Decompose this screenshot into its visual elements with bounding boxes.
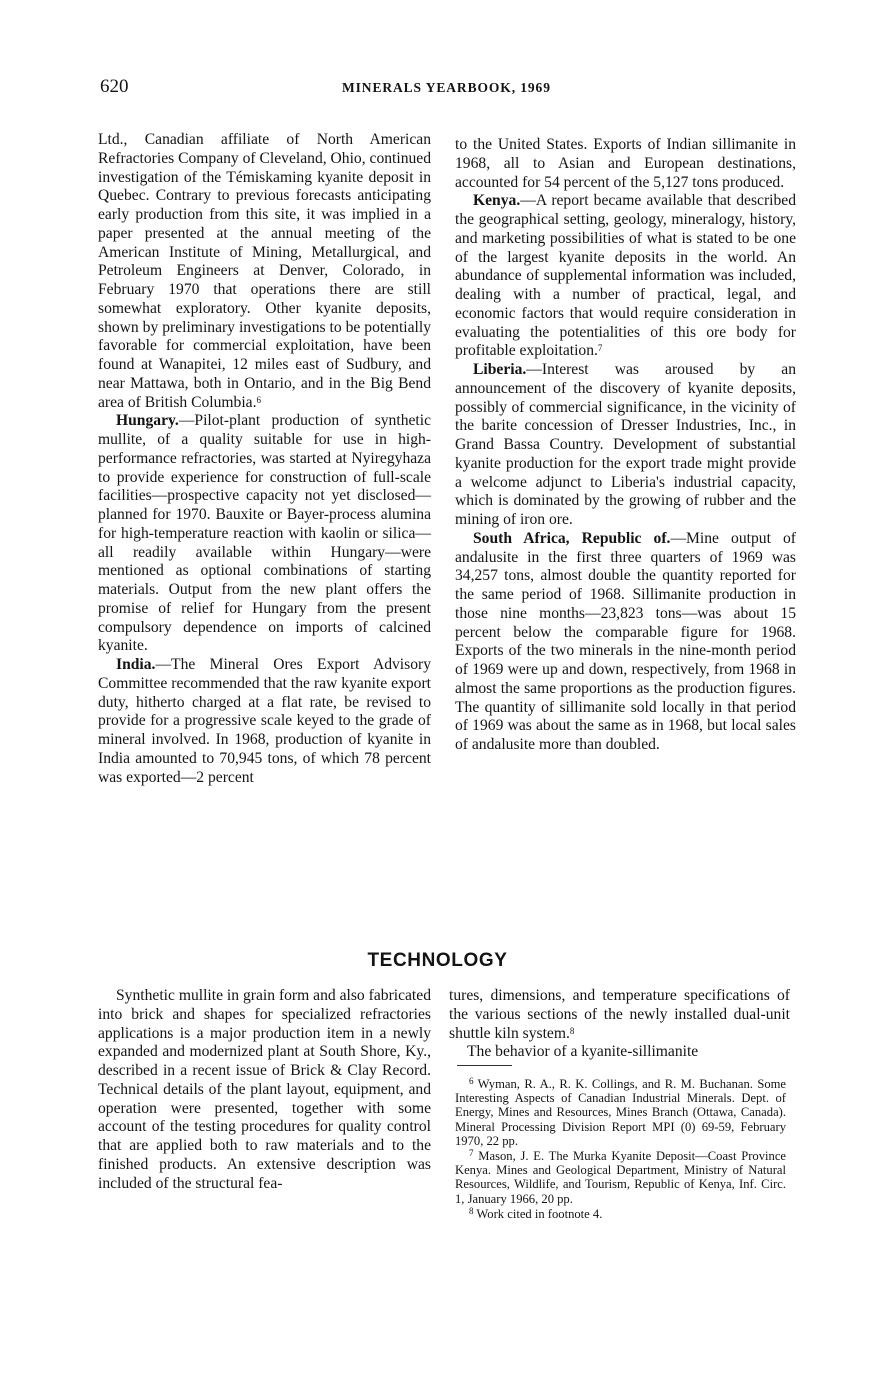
section-heading-technology: TECHNOLOGY	[367, 950, 508, 971]
paragraph-south-africa	[455, 530, 796, 755]
footnotes	[455, 1077, 786, 1222]
paragraph-india	[98, 656, 431, 787]
footnote-text: Work cited in footnote 4.	[476, 1206, 603, 1221]
footnote-ref: 7	[597, 343, 603, 354]
bottom-right-column	[449, 987, 790, 1062]
footnote-text: Mason, J. E. The Murka Kyanite Deposit—Coast Province Kenya. Mines and Geological Department, Ministry of Natural Resources, Wildlife, and Tourism, Republic of Kenya, Inf. Circ. 1, January 1966, 20 pp.	[455, 1149, 786, 1206]
top-left-column	[98, 131, 431, 787]
page-number: 620	[100, 76, 129, 97]
run-in-heading: Kenya.	[473, 192, 521, 210]
footnote	[455, 1077, 786, 1148]
paragraph-india-continued: to the United States. Exports of Indian sillimanite in 1968, all to Asian and European destinations, accounted for 54 percent of the 5,127 tons produced.	[455, 136, 796, 191]
paragraph-hungary	[98, 412, 431, 656]
paragraph-text: —The Mineral Ores Export Advisory Committee recommended that the raw kyanite export duty, hitherto charged at a flat rate, be revised to provide for a progressive scale keyed to the grade of mineral involved. In 1968, production of kyanite in India amounted to 70,945 tons, of which 78 percent was exported—2 percent	[98, 656, 431, 786]
paragraph-liberia	[455, 361, 796, 530]
run-in-heading: India.	[116, 656, 156, 673]
footnote-text: Wyman, R. A., R. K. Collings, and R. M. Buchanan. Some Interesting Aspects of Canadian Industrial Minerals. Dept. of Energy, Mines and Resources, Mines Branch (Ottawa, Canada). Mineral Processing Division Report MPI (0) 69-59, February 1970, 22 pp.	[455, 1077, 786, 1148]
footnote-ref: 6	[256, 394, 262, 405]
top-right-column	[455, 136, 796, 755]
footnote-ref: 8	[569, 1025, 575, 1036]
footnote-divider	[457, 1065, 512, 1066]
paragraph-text: —Pilot-plant production of synthetic mullite, of a quality suitable for use in high-performance refractories, was started at Nyiregyhaza to provide experience for construction of full-scale facilities—prospective capacity not yet disclosed—planned for 1970. Bauxite or Bayer-process alumina for high-temperature reaction with kaolin or silica—all readily available within Hungary—were mentioned as optional combinations of starting materials. Output from the new plant offers the promise of relief for Hungary from the present compulsory dependence on imports of calcined kyanite.	[98, 412, 431, 655]
run-in-heading: Hungary.	[116, 412, 179, 430]
footnote	[455, 1149, 786, 1206]
footnote-mark: 8	[469, 1205, 474, 1216]
paragraph-kyanite-sillimanite: The behavior of a kyanite-sillimanite	[467, 1043, 699, 1061]
bottom-left-column	[98, 987, 431, 1193]
run-in-heading: Liberia.	[473, 361, 527, 378]
paragraph-kenya	[455, 192, 796, 361]
paragraph-text: tures, dimensions, and temperature specifications of the various sections of the newly installed dual-unit shuttle kiln system.	[449, 987, 790, 1042]
paragraph-text: —Mine output of andalusite in the first three quarters of 1969 was 34,257 tons, almost double the quantity reported for the same period of 1968. Sillimanite production in those nine months—23,823 tons—was about 15 percent below the comparable figure for 1968. Exports of the two minerals in the nine-month period of 1969 were up and down, respectively, from 1968 in almost the same proportions as the production figures. The quantity of sillimanite sold locally in that period of 1969 was about the same as in 1968, but local sales of andalusite more than doubled.	[455, 529, 797, 753]
paragraph-kiln-continued	[449, 987, 790, 1043]
paragraph-text: —A report became available that described the geographical setting, geology, mineralogy, history, and marketing possibilities of what is stated to be one of the largest kyanite deposits in the world. An abundance of supplemental information was included, dealing with a number of practical, legal, and economic factors that would require consideration in evaluating the potentialities of this ore body for profitable exploitation.	[455, 192, 796, 360]
paragraph-text: Ltd., Canadian affiliate of North American Refractories Company of Cleveland, Ohio, continued investigation of the Témiskaming kyanite deposit in Quebec. Contrary to previous forecasts anticipating early production from this site, it was implied in a paper presented at the annual meeting of the American Institute of Mining, Metallurgical, and Petroleum Engineers at Denver, Colorado, in February 1970 that operations there are still somewhat exploratory. Other kyanite deposits, shown by preliminary investigations to be potentially favorable for commercial exploitation, have been found at Wanapitei, 12 miles east of Sudbury, and near Mattawa, both in Ontario, and in the Big Bend area of British Columbia.	[98, 131, 432, 411]
running-head: MINERALS YEARBOOK, 1969	[342, 80, 551, 95]
footnote-mark: 7	[469, 1148, 474, 1159]
run-in-heading: South Africa, Republic of.	[473, 529, 671, 547]
footnote	[455, 1207, 786, 1221]
paragraph-text: —Interest was aroused by an announcement of the discovery of kyanite deposits, possibly of commercial significance, in the vicinity of the barite concession of Dresser Industries, Inc., in Grand Bassa Country. Development of substantial kyanite production for the export trade might provide a welcome adjunct to Liberia's industrial capacity, which is dominated by the growing of rubber and the mining of iron ore.	[455, 361, 796, 528]
footnote-mark: 6	[469, 1076, 474, 1086]
paragraph-synthetic-mullite: Synthetic mullite in grain form and also fabricated into brick and shapes for specialized refractories applications is a major production item in a newly expanded and modernized plant at South Shore, Ky., described in a recent issue of Brick & Clay Record. Technical details of the plant layout, equipment, and operation were presented, together with some account of the testing procedures for quality control that are applied both to raw materials and to the finished products. An extensive description was included of the structural fea-	[98, 987, 431, 1192]
paragraph-canada	[98, 131, 431, 412]
